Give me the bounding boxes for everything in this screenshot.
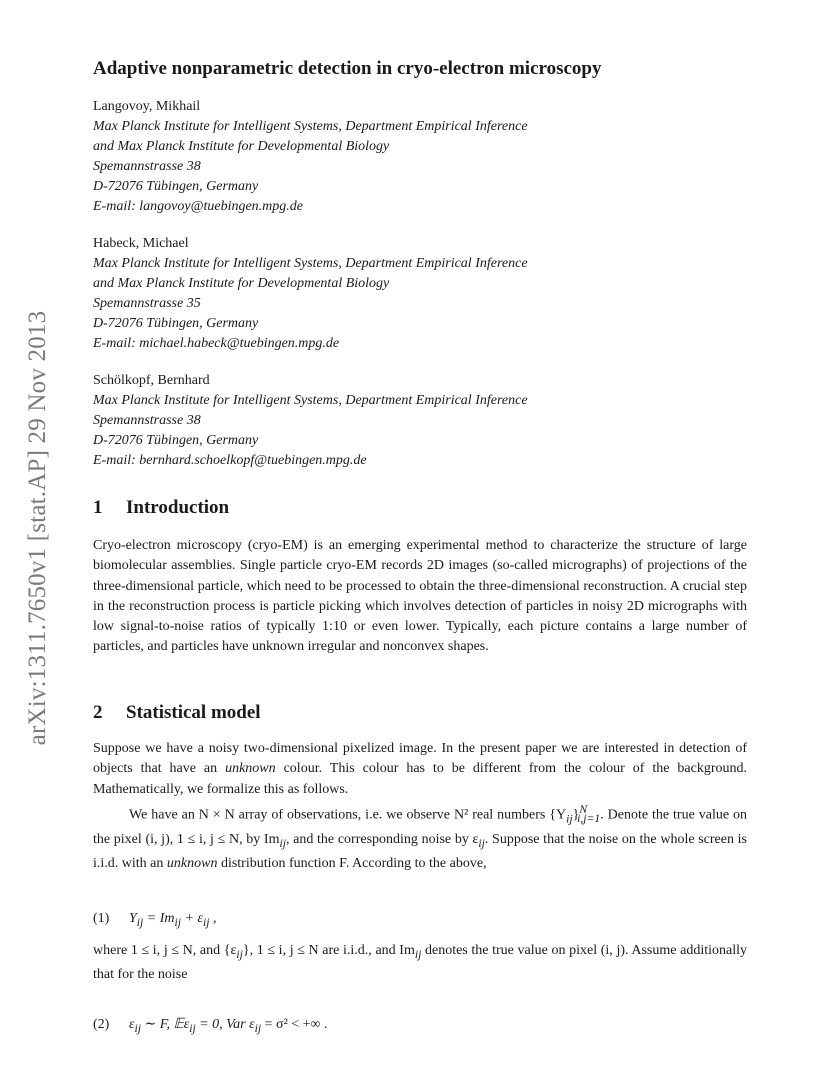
affiliation-line: and Max Planck Institute for Developmental Biology xyxy=(93,276,390,291)
section-title: Statistical model xyxy=(126,702,261,723)
text-run: }, 1 ≤ i, j ≤ N are i.i.d., and Im xyxy=(242,943,415,958)
math-run: = 0, Var ε xyxy=(195,1017,255,1032)
author-name: Schölkopf, Bernhard xyxy=(93,373,210,388)
model-paragraph-1 xyxy=(93,739,747,800)
arxiv-watermark: arXiv:1311.7650v1 [stat.AP] 29 Nov 2013 xyxy=(24,310,51,746)
equation-1: (1) $Y_{ij} = Im_{ij} + \varepsilon_{ij}$ , xyxy=(93,911,217,929)
address-line: Spemannstrasse 35 xyxy=(93,296,201,311)
affiliation-line: Max Planck Institute for Intelligent Systems, Department Empirical Inference xyxy=(93,256,528,271)
address-line: D-72076 Tübingen, Germany xyxy=(93,179,259,194)
text-run: . Denote the true value on the pixel (i, j), 1 ≤ i, j ≤ N, by Im xyxy=(93,807,747,847)
equation-number: (2) xyxy=(93,1017,110,1032)
equation-number: (1) xyxy=(93,911,110,926)
model-paragraph-3: where 1 ≤ i, j ≤ N, and $\{\varepsilon_{ij}\}$, 1 ≤ i, j ≤ N are i.i.d., and $Im_{ij}$ denotes the true value on pixel (i, j). Assume additionally that for the noise xyxy=(93,943,747,983)
text-run: denotes the true value on pixel (i, j). Assume additionally that for the noise xyxy=(93,943,747,983)
paper-title: Adaptive nonparametric detection in cryo-electron microscopy xyxy=(93,58,602,79)
section-heading-introduction xyxy=(93,497,229,519)
section-number: 2 xyxy=(93,702,103,723)
math-run: ∼ F, 𝔼ε xyxy=(141,1017,190,1032)
text-run: , and the corresponding noise by ε xyxy=(285,831,479,847)
text-run: } xyxy=(572,807,580,823)
email-line: E-mail: bernhard.schoelkopf@tuebingen.mpg.de xyxy=(93,453,367,468)
affiliation-line: Max Planck Institute for Intelligent Systems, Department Empirical Inference xyxy=(93,119,528,134)
email-line: E-mail: langovoy@tuebingen.mpg.de xyxy=(93,199,303,214)
math-run: ε xyxy=(129,1017,135,1032)
emphasis: unknown xyxy=(225,761,276,777)
address-line: D-72076 Tübingen, Germany xyxy=(93,433,259,448)
affiliation-line: and Max Planck Institute for Developmental Biology xyxy=(93,139,390,154)
author-block xyxy=(93,234,528,354)
section-title: Introduction xyxy=(126,497,230,518)
math-run: = Im xyxy=(143,911,175,926)
address-line: D-72076 Tübingen, Germany xyxy=(93,316,259,331)
math-run: , xyxy=(209,911,217,926)
text-run: Suppose we have a noisy two-dimensional pixelized image. In the present paper we are interested in detection of objects that have an xyxy=(93,741,747,777)
intro-paragraph: Cryo-electron microscopy (cryo-EM) is an emerging experimental method to characterize the structure of large biomolecular assemblies. Single particle cryo-EM records 2D images (so-called micrographs) of projections of the three-dimensional particle, which need to be processed to obtain the three-dimensional reconstruction. A crucial step in the reconstruction process is particle picking which involves detection of particles in noisy 2D micrographs with low signal-to-noise ratios of typically 1:10 or even lower. Typically, each picture contains a large number of particles, and particles have unknown irregular and nonconvex shapes. xyxy=(93,538,747,655)
email-line: E-mail: michael.habeck@tuebingen.mpg.de xyxy=(93,336,340,351)
author-name: Langovoy, Mikhail xyxy=(93,99,201,114)
model-paragraph-2: We have an N × N array of observations, i.e. we observe N² real numbers $\{Y_{ij}\}^N_{i,j=1}$. Denote the true value on the pixel (i, j), 1 ≤ i, j ≤ N, by $Im_{ij}$, and the corresponding noise by $\varepsilon_{ij}$. Suppose that the noise on the whole screen is i.i.d. with an unknown distribution function F. According to the above, xyxy=(93,803,747,871)
math-run: + ε xyxy=(181,911,203,926)
section-heading-statistical-model xyxy=(93,702,261,724)
math-run: Y xyxy=(129,911,137,926)
address-line: Spemannstrasse 38 xyxy=(93,159,201,174)
equation-2: (2) $\varepsilon_{ij}$ ∼ F, 𝔼ε$_{ij}$ = 0, Var $\varepsilon_{ij} = \sigma^2$ < +∞ . xyxy=(93,1017,328,1035)
math-run: = σ² < +∞ . xyxy=(261,1017,328,1032)
section-number: 1 xyxy=(93,497,103,518)
address-line: Spemannstrasse 38 xyxy=(93,413,201,428)
author-name: Habeck, Michael xyxy=(93,236,189,251)
affiliation-line: Max Planck Institute for Intelligent Systems, Department Empirical Inference xyxy=(93,393,528,408)
text-run: where 1 ≤ i, j ≤ N, and {ε xyxy=(93,943,237,958)
author-block xyxy=(93,97,528,217)
text-run: distribution function F. According to the above, xyxy=(217,855,487,871)
text-run: . Suppose that the noise on the whole screen is i.i.d. with an xyxy=(93,831,747,871)
text-run: We have an N × N array of observations, i.e. we observe N² real numbers {Y xyxy=(129,807,567,823)
emphasis: unknown xyxy=(166,855,218,871)
text-run: colour. This colour has to be different from the colour of the background. Mathematically, we formalize this as follows. xyxy=(93,761,747,797)
author-block xyxy=(93,371,528,471)
